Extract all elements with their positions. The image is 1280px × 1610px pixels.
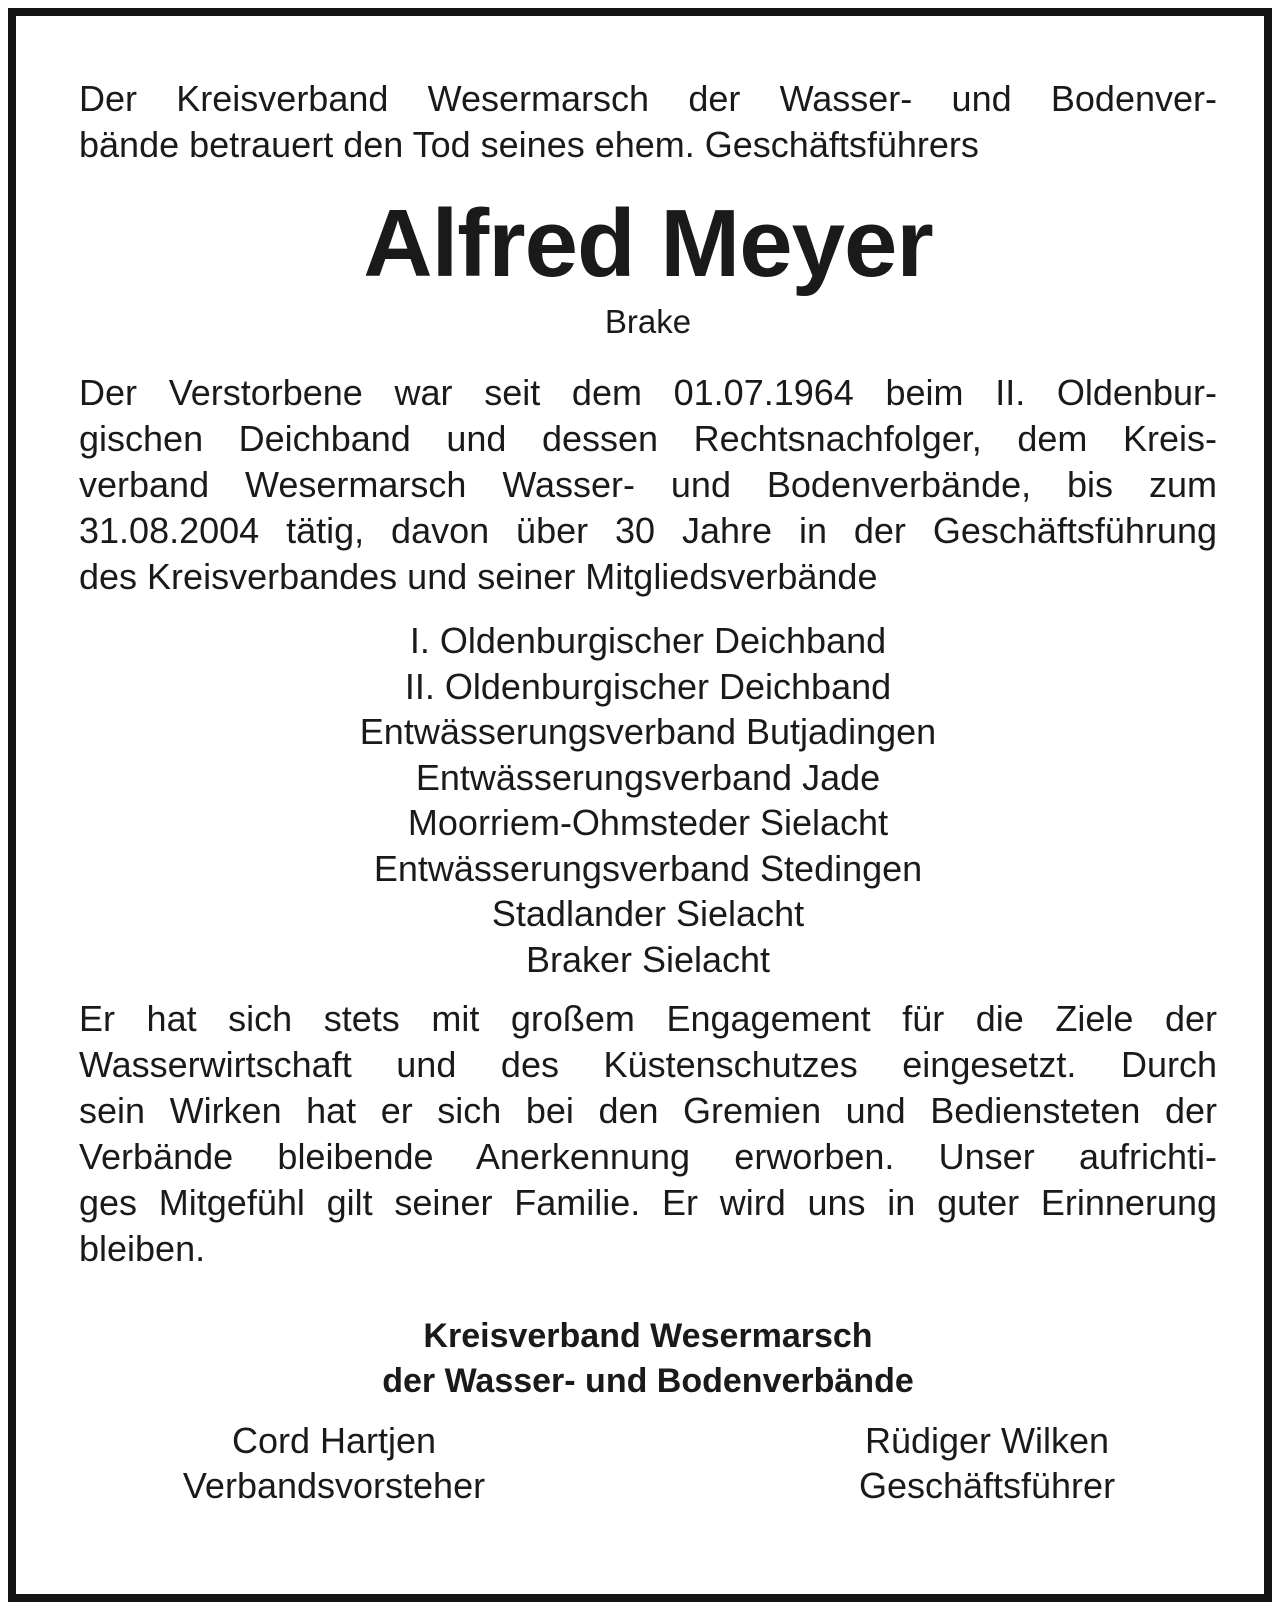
career-paragraph	[79, 370, 1217, 600]
list-item: Braker Sielacht	[525, 938, 771, 980]
list-item: Moorriem-Ohmsteder Sielacht	[407, 802, 889, 843]
obituary-content	[79, 76, 1217, 1518]
organization-line: Kreisverband Wesermarsch	[423, 1317, 873, 1355]
career-line: Der Verstorbene war seit dem 01.07.1964 beim II. Oldenbur-	[79, 372, 1217, 413]
deceased-name: Alfred Meyer	[363, 190, 933, 297]
career-line: des Kreisverbandes und seiner Mitgliedsverbände	[79, 556, 878, 597]
tribute-line: sein Wirken hat er sich bei den Gremien und Bediensteten der	[79, 1090, 1217, 1131]
list-item: I. Oldenburgischer Deichband	[409, 620, 887, 661]
tribute-paragraph	[79, 996, 1217, 1272]
career-line: verband Wesermarsch Wasser- und Bodenverbände, bis zum	[79, 464, 1217, 505]
tribute-line: Wasserwirtschaft und des Küstenschutzes eingesetzt. Durch	[79, 1044, 1217, 1085]
signatory-title: Geschäftsführer	[858, 1465, 1116, 1506]
tribute-line: ges Mitgefühl gilt seiner Familie. Er wird uns in guter Erinnerung	[79, 1182, 1217, 1223]
list-item: Entwässerungsverband Butjadingen	[359, 711, 937, 752]
tribute-line: Verbände bleibende Anerkennung erworben. Unser aufrichti-	[79, 1136, 1217, 1177]
tribute-line: Er hat sich stets mit großem Engagement für die Ziele der	[79, 998, 1217, 1039]
list-item: Entwässerungsverband Stedingen	[373, 847, 923, 889]
list-item: II. Oldenburgischer Deichband	[404, 665, 892, 707]
organization-line: der Wasser- und Bodenverbände	[382, 1362, 914, 1400]
list-item: Stadlander Sielacht	[491, 893, 805, 934]
intro-line: Der Kreisverband Wesermarsch der Wasser- und Bodenver-	[79, 78, 1217, 119]
tribute-line: bleiben.	[79, 1228, 206, 1269]
member-associations-list	[79, 618, 1217, 982]
intro-line: bände betrauert den Tod seines ehem. Geschäftsführers	[79, 124, 979, 165]
signatory-title: Verbandsvorsteher	[182, 1465, 486, 1506]
obituary-border	[8, 8, 1272, 1602]
career-line: gischen Deichband und dessen Rechtsnachfolger, dem Kreis-	[79, 418, 1217, 459]
intro-paragraph	[79, 76, 1217, 168]
list-item: Entwässerungsverband Jade	[415, 756, 881, 798]
signatory	[124, 1418, 544, 1508]
signatory-name: Cord Hartjen	[231, 1420, 437, 1461]
signatories	[79, 1418, 1217, 1518]
organization-signature	[79, 1314, 1217, 1404]
career-line: 31.08.2004 tätig, davon über 30 Jahre in der Geschäftsführung	[79, 510, 1217, 551]
signatory-name: Rüdiger Wilken	[864, 1420, 1110, 1461]
deceased-place: Brake	[604, 303, 692, 340]
signatory	[777, 1418, 1197, 1508]
